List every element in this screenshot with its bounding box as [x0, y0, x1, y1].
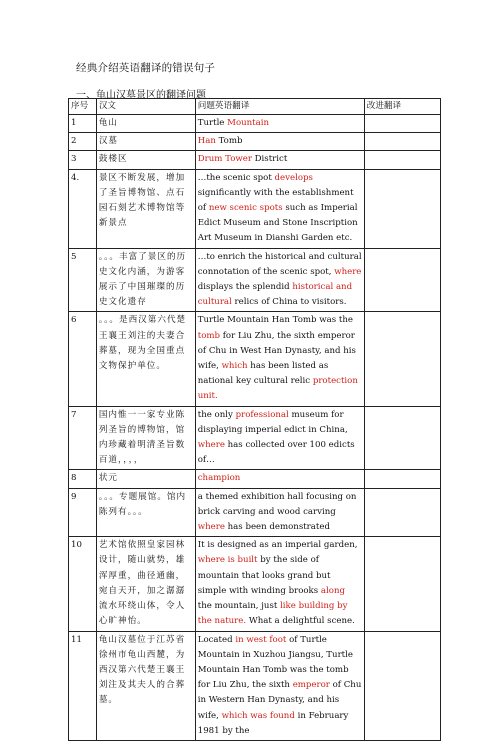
problem-english-text	[195, 169, 364, 248]
text-segment: of Turtle Mountain in Xuzhou Jiangsu, Turtle Mountain Han Tomb was the tomb for Liu Zhu, the sixth	[197, 634, 353, 691]
error-highlight: like building by the nature.	[197, 601, 348, 627]
table-row	[69, 406, 441, 470]
row-number: 8	[69, 470, 97, 488]
text-segment: Turtle Mountain Han Tomb was the	[197, 315, 353, 326]
text-segment: the mountain, just	[197, 601, 281, 612]
table-row	[69, 169, 441, 248]
text-segment: has been demonstrated	[224, 522, 330, 533]
error-highlight: professional	[235, 409, 289, 420]
chinese-text: 艺术馆依照皇家园林设计，随山就势，雄浑厚重，曲径通幽，宛自天开，加之潺潺流水环绕山体，令人心旷神怡。	[96, 537, 195, 631]
text-segment: relics of China to visitors.	[231, 297, 347, 308]
error-highlight: where	[197, 440, 225, 451]
chinese-text: 汉墓	[96, 133, 195, 151]
error-highlight: Mountain	[227, 118, 270, 128]
improved-translation-cell	[364, 312, 440, 406]
error-highlight: Han	[197, 136, 216, 147]
text-segment: Turtle	[197, 118, 228, 128]
error-highlight: where is built	[197, 555, 258, 566]
row-number: 5	[69, 248, 97, 312]
header-no: 序号	[69, 99, 97, 115]
improved-translation-cell	[364, 488, 440, 537]
error-highlight: where	[334, 266, 362, 277]
error-highlight: where	[197, 522, 225, 533]
problem-english-text	[195, 537, 364, 631]
chinese-text: 鼓楼区	[96, 151, 195, 169]
text-segment: What a delightful scene.	[246, 616, 355, 627]
improved-translation-cell	[364, 133, 440, 151]
text-segment: of Chu in Western Han Dynasty, and his wife,	[197, 680, 362, 721]
chinese-text: 国内惟一一家专业陈列圣旨的博物馆，馆内珍藏着明清圣旨数百道，，，，	[96, 406, 195, 470]
improved-translation-cell	[364, 470, 440, 488]
chinese-text: 景区不断发展，增加了圣旨博物馆、点石园石刻艺术博物馆等新景点	[96, 169, 195, 248]
error-highlight: which was found	[221, 710, 295, 721]
table-row	[69, 248, 441, 312]
row-number: 11	[69, 631, 97, 740]
text-segment: the only	[197, 409, 236, 420]
row-number: 1	[69, 115, 97, 133]
text-segment: such as Imperial Edict Museum and Stone Inscription Art Museum in Dianshi Garden etc.	[197, 203, 358, 244]
error-highlight: new scenic spots	[208, 203, 283, 214]
document-title: 经典介绍英语翻译的错误句子	[76, 62, 216, 74]
header-problem-english: 问题英语翻译	[195, 99, 364, 115]
problem-english-text	[195, 248, 364, 312]
problem-english-text	[195, 631, 364, 740]
improved-translation-cell	[364, 537, 440, 631]
section-title: 一、龟山汉墓景区的翻译问题	[76, 90, 206, 101]
chinese-text: 。。。专题展馆。馆内陈列有。。。	[96, 488, 195, 537]
table-row	[69, 470, 441, 488]
error-highlight: emperor	[292, 680, 330, 691]
text-segment: a themed exhibition hall focusing on brick carving and wood carving	[197, 491, 357, 517]
problem-english-text	[195, 115, 364, 133]
translation-table	[68, 98, 441, 741]
problem-english-text	[195, 133, 364, 151]
row-number: 3	[69, 151, 97, 169]
table-row	[69, 631, 441, 740]
row-number: 2	[69, 133, 97, 151]
improved-translation-cell	[364, 631, 440, 740]
error-highlight: along	[320, 585, 345, 596]
error-highlight: develops	[274, 172, 313, 183]
problem-english-text	[195, 470, 364, 488]
header-chinese: 汉文	[96, 99, 195, 115]
text-segment: has collected over 100 edicts of…	[197, 440, 355, 466]
error-highlight: which	[221, 361, 248, 372]
problem-english-text	[195, 406, 364, 470]
table-row	[69, 488, 441, 537]
header-improved: 改进翻译	[364, 99, 440, 115]
problem-english-text	[195, 312, 364, 406]
text-segment: …to enrich the historical and cultural connotation of the scenic spot,	[197, 251, 362, 277]
table-row	[69, 151, 441, 169]
row-number: 4.	[69, 169, 97, 248]
chinese-text: 。。。丰富了景区的历史文化内涵，为游客展示了中国璀璨的历史文化遗存	[96, 248, 195, 312]
text-segment: District	[251, 154, 288, 165]
table-row	[69, 312, 441, 406]
chinese-text: 。。。是西汉第六代楚王襄王刘注的夫妻合葬墓，现为全国重点文物保护单位。	[96, 312, 195, 406]
row-number: 6	[69, 312, 97, 406]
text-segment: by the side of mountain that looks grand but simple with winding brooks	[197, 555, 331, 596]
text-segment: in February 1981 by the	[197, 710, 349, 736]
improved-translation-cell	[364, 406, 440, 470]
chinese-text: 状元	[96, 470, 195, 488]
text-segment: …the scenic spot	[197, 172, 275, 183]
improved-translation-cell	[364, 248, 440, 312]
error-highlight: Drum Tower	[197, 154, 252, 165]
improved-translation-cell	[364, 151, 440, 169]
error-highlight: protection unit.	[197, 376, 358, 402]
table-header-row	[69, 99, 441, 115]
improved-translation-cell	[364, 169, 440, 248]
error-highlight: in west foot	[235, 634, 287, 645]
chinese-text: 龟山汉墓位于江苏省徐州市龟山西麓，为西汉第六代楚王襄王刘注及其夫人的合葬墓。	[96, 631, 195, 740]
table-row	[69, 537, 441, 631]
text-segment: It is designed as an imperial garden,	[197, 540, 358, 551]
error-highlight: champion	[197, 473, 241, 484]
row-number: 7	[69, 406, 97, 470]
row-number: 10	[69, 537, 97, 631]
text-segment: significantly with the establishment of	[197, 187, 354, 214]
chinese-text: 龟山	[96, 115, 195, 133]
text-segment: displays the splendid	[197, 282, 293, 293]
text-segment: museum for displaying imperial edict in China,	[197, 409, 348, 435]
error-highlight: historical and cultural	[197, 282, 353, 308]
text-segment: for Liu Zhu, the sixth emperor of Chu in West Han Dynasty, and his wife,	[197, 330, 356, 372]
text-segment: Tomb	[215, 136, 243, 147]
row-number: 9	[69, 488, 97, 537]
text-segment: Located	[197, 634, 236, 645]
table-row	[69, 133, 441, 151]
improved-translation-cell	[364, 115, 440, 133]
text-segment: has been listed as national key cultural relic	[197, 361, 329, 387]
table-body	[69, 115, 441, 741]
problem-english-text	[195, 488, 364, 537]
table-row	[69, 115, 441, 133]
problem-english-text	[195, 151, 364, 169]
error-highlight: tomb	[197, 330, 221, 341]
